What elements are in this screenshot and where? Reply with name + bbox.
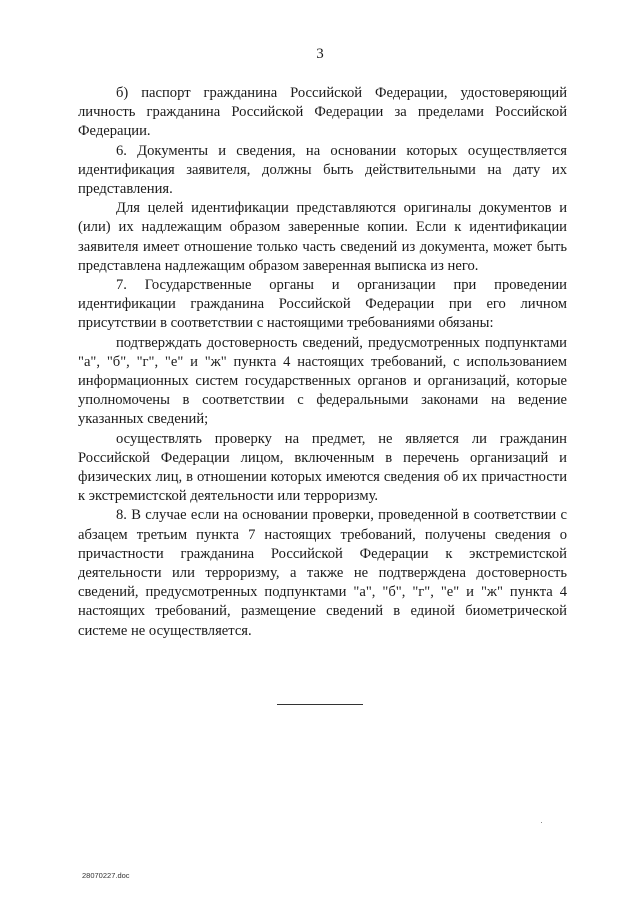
paragraph-passport: б) паспорт гражданина Российской Федерации, удостоверяющий личность гражданина Российской Федерации за пределами Российской Федерации. [78,85,567,140]
paragraph-item-7: 7. Государственные органы и организации при проведении идентификации гражданина Российской Федерации при его личном присутствии в соответствии с настоящими требованиями обязаны: [78,277,567,332]
paragraph-originals: Для целей идентификации представляются оригиналы документов и (или) их надлежащим образом заверенные копии. Если к идентификации заявителя имеет отношение только часть сведений из документа, может быть представлена надлежащим образом заверенная выписка из него. [78,200,567,274]
scan-speck [541,822,542,823]
document-body [78,84,567,641]
page-number: 3 [316,46,324,62]
paragraph-item-8: 8. В случае если на основании проверки, проведенной в соответствии с абзацем третьим пункта 7 настоящих требований, получены сведения о причастности гражданина Российской Федерации к экстремистской деятельности или терроризму, а также не подтверждена достоверность сведений, предусмотренных подпунктами "а", "б", "г", "е" и "ж" пункта 4 настоящих требований, размещение сведений в единой биометрической системе не осуществляется. [78,507,567,639]
end-divider [277,704,363,705]
document-code: 28070227.doc [82,871,130,880]
paragraph-confirm: подтверждать достоверность сведений, предусмотренных подпунктами "а", "б", "г", "е" и "ж" пункта 4 настоящих требований, с использованием информационных систем государственных органов и организаций, которые уполномочены в соответствии с федеральными законами на ведение указанных сведений; [78,334,567,428]
paragraph-item-6: 6. Документы и сведения, на основании которых осуществляется идентификация заявителя, должны быть действительными на дату их представления. [78,142,567,198]
paragraph-check: осуществлять проверку на предмет, не является ли гражданин Российской Федерации лицом, включенным в перечень организаций и физических лиц, в отношении которых имеются сведения об их причастности к экстремистской деятельности или терроризму. [78,430,567,505]
